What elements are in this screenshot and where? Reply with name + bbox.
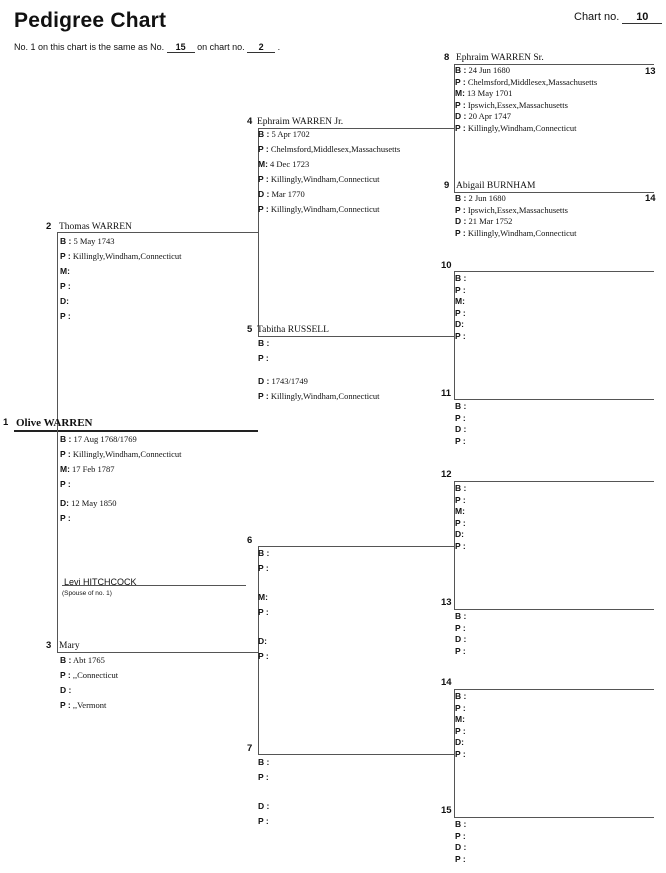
field-label: P :: [455, 284, 466, 295]
field-label: P :: [258, 816, 269, 826]
person-field: [258, 129, 310, 140]
person-field: [455, 308, 466, 319]
field-label: B :: [455, 691, 467, 701]
field-value: 12 May 1850: [68, 498, 117, 508]
field-label: P :: [60, 479, 71, 489]
field-label: P :: [258, 174, 269, 184]
person-field: [258, 376, 308, 387]
field-label: P :: [60, 670, 71, 680]
field-label: B :: [455, 483, 467, 493]
same-as-mid: on chart no.: [197, 42, 245, 52]
person-field: [60, 498, 116, 509]
person-number: 10: [441, 260, 452, 271]
spouse-note: (Spouse of no. 1): [62, 590, 112, 597]
person-field: [455, 88, 512, 99]
person-field: [455, 634, 466, 645]
field-value: ,,Vermont: [70, 700, 107, 710]
same-as-prefix: No. 1 on this chart is the same as No.: [14, 42, 165, 52]
person-number: 11: [441, 388, 452, 399]
person-field: [455, 646, 466, 657]
field-label: P :: [455, 331, 466, 341]
field-label: P :: [258, 563, 269, 573]
person-field: [455, 529, 464, 540]
field-label: D :: [258, 376, 270, 386]
person-field: [455, 273, 466, 284]
field-label: B :: [455, 611, 467, 621]
field-label: B :: [455, 65, 467, 75]
person-field: [258, 563, 269, 574]
field-label: B :: [258, 338, 270, 348]
field-label: P :: [60, 251, 71, 261]
person-field: [258, 144, 400, 155]
field-label: D :: [455, 424, 467, 435]
person-number: 1: [3, 417, 9, 428]
field-label: M:: [60, 266, 70, 276]
field-label: P :: [258, 772, 269, 782]
field-label: P :: [455, 541, 466, 551]
person-field: [455, 228, 577, 239]
field-value: Killingly,Windham,Connecticut: [465, 227, 577, 238]
person-field: [60, 464, 115, 475]
person-number: 5: [247, 324, 253, 335]
field-value: 2 Jun 1680: [466, 193, 506, 203]
person-field: [455, 483, 466, 494]
chart-number: [574, 11, 662, 24]
person-field: [455, 506, 465, 517]
field-label: D :: [455, 216, 467, 227]
chart-number-value: 10: [622, 11, 662, 24]
field-label: P :: [258, 607, 269, 617]
person-field: [60, 655, 105, 666]
same-as-suffix: .: [277, 42, 281, 52]
field-label: M:: [455, 88, 465, 99]
person-field: [455, 413, 466, 424]
person-field: [60, 434, 137, 445]
field-value: 1743/1749: [269, 376, 308, 386]
person-field: [258, 391, 380, 402]
field-label: P :: [455, 517, 466, 528]
person-field: [455, 436, 466, 447]
field-label: D :: [455, 842, 467, 853]
person-field: [60, 281, 71, 292]
field-label: B :: [455, 401, 467, 411]
person-field: [258, 651, 269, 662]
person-field: [258, 757, 269, 768]
field-label: B :: [258, 129, 270, 139]
field-label: D :: [455, 111, 467, 122]
person-field: [258, 636, 267, 647]
field-label: P :: [455, 99, 466, 110]
person-field: [60, 685, 71, 696]
same-as-line: [14, 42, 280, 53]
person-field: [258, 607, 269, 618]
field-label: D :: [455, 634, 467, 645]
field-label: D:: [455, 737, 464, 748]
field-label: D:: [60, 498, 69, 508]
person-field: [455, 65, 510, 76]
field-value: Killingly,Windham,Connecticut: [268, 174, 380, 184]
person-name: Ephraim WARREN Sr.: [456, 53, 544, 63]
field-label: D :: [258, 189, 270, 199]
person-field: [455, 77, 597, 88]
person-field: [258, 204, 380, 215]
field-label: P :: [258, 391, 269, 401]
field-value: Killingly,Windham,Connecticut: [70, 251, 182, 261]
field-label: B :: [60, 236, 72, 246]
field-label: P :: [455, 204, 466, 215]
field-label: P :: [60, 311, 71, 321]
person-field: [455, 541, 466, 552]
field-label: M:: [455, 714, 465, 725]
field-value: Abt 1765: [71, 655, 105, 665]
field-label: M:: [258, 592, 268, 602]
person-name: Mary: [59, 641, 80, 651]
person-field: [258, 338, 269, 349]
field-label: P :: [455, 227, 466, 238]
person-field: [455, 703, 466, 714]
person-field: [60, 311, 71, 322]
person-number: 9: [444, 180, 450, 191]
field-value: Killingly,Windham,Connecticut: [465, 123, 577, 133]
field-label: P :: [258, 204, 269, 214]
page-title: Pedigree Chart: [14, 9, 167, 32]
person-field: [455, 819, 466, 830]
continuation-chart-ref: 14: [645, 193, 656, 204]
person-field: [258, 592, 268, 603]
person-field: [60, 449, 182, 460]
field-value: 17 Feb 1787: [69, 464, 115, 474]
person-field: [455, 193, 506, 204]
person-field: [258, 801, 269, 812]
field-value: Mar 1770: [269, 189, 305, 199]
person-field: [455, 749, 466, 760]
field-label: B :: [455, 273, 467, 283]
field-label: P :: [455, 725, 466, 736]
field-value: Killingly,Windham,Connecticut: [268, 391, 380, 401]
person-field: [455, 495, 466, 506]
person-number: 4: [247, 116, 253, 127]
field-label: P :: [455, 702, 466, 713]
field-label: P :: [455, 749, 466, 759]
field-label: B :: [455, 819, 467, 829]
field-label: P :: [60, 700, 71, 710]
person-field: [60, 266, 70, 277]
field-value: 21 Mar 1752: [466, 216, 513, 227]
person-field: [455, 216, 512, 227]
person-name: Abigail BURNHAM: [456, 181, 536, 191]
person-field: [258, 189, 305, 200]
same-as-number: 15: [167, 42, 195, 53]
person-number: 8: [444, 52, 450, 63]
field-label: M:: [60, 464, 70, 474]
field-value: 13 May 1701: [464, 88, 513, 99]
field-label: B :: [258, 757, 270, 767]
field-label: P :: [60, 281, 71, 291]
field-label: B :: [455, 193, 467, 203]
field-label: P :: [455, 853, 466, 864]
field-value: ,,Connecticut: [70, 670, 119, 680]
field-value: 20 Apr 1747: [466, 111, 511, 122]
person-field: [455, 100, 568, 111]
person-number: 6: [247, 535, 253, 546]
field-label: P :: [455, 412, 466, 423]
person-field: [455, 737, 464, 748]
field-label: D:: [455, 319, 464, 330]
person-field: [455, 401, 466, 412]
field-label: M:: [455, 506, 465, 517]
person-field: [455, 831, 466, 842]
field-label: M:: [455, 296, 465, 307]
spouse-name: Levi HITCHCOCK: [64, 577, 137, 587]
field-label: D:: [60, 296, 69, 306]
field-value: Ipswich,Essex,Massachusetts: [465, 204, 568, 215]
person-field: [455, 285, 466, 296]
person-field: [455, 123, 577, 134]
field-value: Chelmsford,Middlesex,Massachusetts: [268, 144, 401, 154]
person-field: [258, 548, 269, 559]
field-label: P :: [60, 449, 71, 459]
field-label: P :: [455, 830, 466, 841]
person-field: [60, 513, 71, 524]
field-label: P :: [60, 513, 71, 523]
field-label: P :: [455, 123, 466, 133]
person-field: [258, 159, 309, 170]
person-number: 3: [46, 640, 52, 651]
field-value: Killingly,Windham,Connecticut: [70, 449, 182, 459]
field-value: Killingly,Windham,Connecticut: [268, 204, 380, 214]
field-value: 5 May 1743: [71, 236, 115, 246]
person-field: [258, 772, 269, 783]
person-name: Ephraim WARREN Jr.: [257, 117, 344, 127]
person-field: [455, 726, 466, 737]
person-field: [455, 518, 466, 529]
person-field: [60, 700, 106, 711]
person-field: [60, 236, 115, 247]
person-number: 7: [247, 743, 253, 754]
person-field: [455, 842, 466, 853]
chart-number-label: Chart no.: [574, 11, 620, 23]
person-field: [258, 174, 380, 185]
field-label: D :: [60, 685, 72, 695]
person-field: [455, 319, 464, 330]
field-value: 24 Jun 1680: [466, 65, 511, 75]
person-number: 2: [46, 221, 52, 232]
person-number: 13: [441, 597, 452, 608]
person-field: [455, 623, 466, 634]
field-label: D:: [258, 636, 267, 646]
field-label: B :: [60, 655, 72, 665]
person-field: [258, 353, 269, 364]
field-label: P :: [455, 622, 466, 633]
person-field: [455, 854, 466, 865]
field-label: P :: [455, 645, 466, 656]
field-label: P :: [455, 76, 466, 87]
person-field: [455, 691, 466, 702]
person-field: [455, 331, 466, 342]
field-label: P :: [455, 494, 466, 505]
person-name: Tabitha RUSSELL: [257, 325, 329, 335]
person-name: Thomas WARREN: [59, 222, 132, 232]
field-value: Chelmsford,Middlesex,Massachusetts: [465, 76, 598, 87]
person-number: 14: [441, 677, 452, 688]
person-field: [258, 816, 269, 827]
field-label: P :: [455, 435, 466, 446]
field-label: M:: [258, 159, 268, 169]
field-label: P :: [455, 307, 466, 318]
person-field: [60, 296, 69, 307]
person-field: [60, 479, 71, 490]
person-field: [455, 111, 511, 122]
field-value: 5 Apr 1702: [269, 129, 310, 139]
person-field: [455, 296, 465, 307]
person-field: [455, 205, 568, 216]
field-value: 17 Aug 1768/1769: [71, 434, 137, 444]
person-field: [60, 251, 182, 262]
field-label: B :: [60, 434, 72, 444]
person-field: [455, 424, 466, 435]
same-as-chart: 2: [247, 42, 275, 53]
field-label: P :: [258, 651, 269, 661]
person-number: 12: [441, 469, 452, 480]
person-field: [455, 611, 466, 622]
field-value: Ipswich,Essex,Massachusetts: [465, 99, 568, 110]
person-field: [455, 714, 465, 725]
person-number: 15: [441, 805, 452, 816]
field-value: 4 Dec 1723: [267, 159, 310, 169]
person-field: [60, 670, 118, 681]
field-label: P :: [258, 144, 269, 154]
person-name: Olive WARREN: [16, 417, 93, 429]
continuation-chart-ref: 13: [645, 66, 656, 77]
field-label: D:: [455, 529, 464, 540]
field-label: P :: [258, 353, 269, 363]
field-label: B :: [258, 548, 270, 558]
field-label: D :: [258, 801, 270, 811]
